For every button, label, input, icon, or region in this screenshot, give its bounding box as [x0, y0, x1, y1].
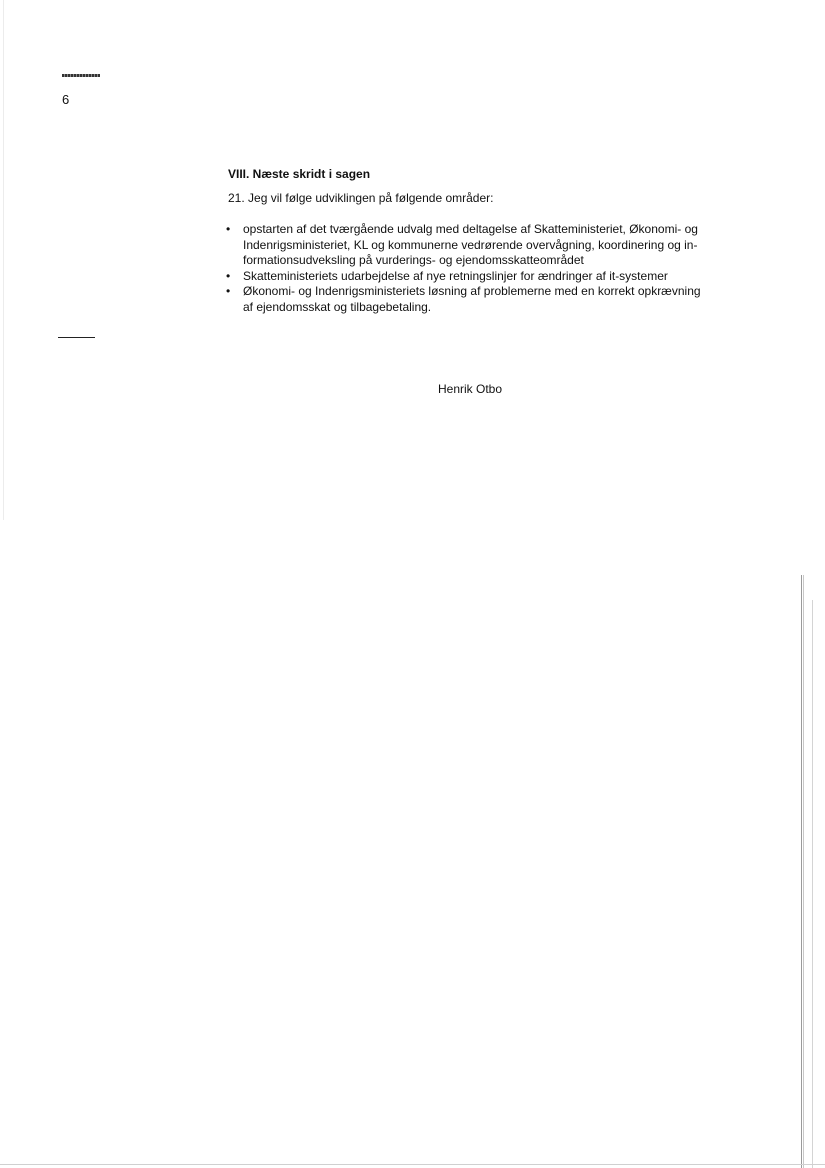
list-item: [226, 284, 726, 315]
bullet-icon: •: [226, 268, 231, 283]
margin-rule: [58, 337, 95, 338]
scan-edge-bottom: [0, 1164, 825, 1165]
list-item-line: af ejendomsskat og tilbagebetaling.: [243, 299, 432, 314]
scan-edge-right-inner: [812, 600, 813, 1168]
scan-edge-right: [801, 575, 804, 1168]
list-item-line: Skatteministeriets udarbejdelse af nye retningslinjer for ændringer af it-systemer: [243, 268, 668, 283]
section-heading: VIII. Næste skridt i sagen: [228, 167, 371, 181]
list-item: [226, 222, 726, 269]
page-number: 6: [62, 92, 70, 107]
signature-name: Henrik Otbo: [438, 382, 503, 396]
bullet-icon: •: [226, 284, 231, 298]
list-item-line: Økonomi- og Indenrigsministeriets løsning af problemerne med en korrekt opkrævning: [243, 284, 701, 298]
list-item-line: opstarten af det tværgående udvalg med deltagelse af Skatteministeriet, Økonomi- og: [243, 222, 698, 236]
header-mark: [62, 74, 100, 77]
list-item: [226, 269, 726, 285]
bullet-icon: •: [226, 222, 231, 236]
list-item-line: formationsudveksling på vurderings- og ejendomsskatteområdet: [243, 253, 584, 267]
list-item-line: Indenrigsministeriet, KL og kommunerne vedrørende overvågning, koordinering og in-: [243, 237, 698, 252]
paragraph-21: 21. Jeg vil følge udviklingen på følgende områder:: [228, 191, 494, 205]
scan-edge-left: [3, 0, 4, 520]
bullet-list: [226, 222, 726, 315]
